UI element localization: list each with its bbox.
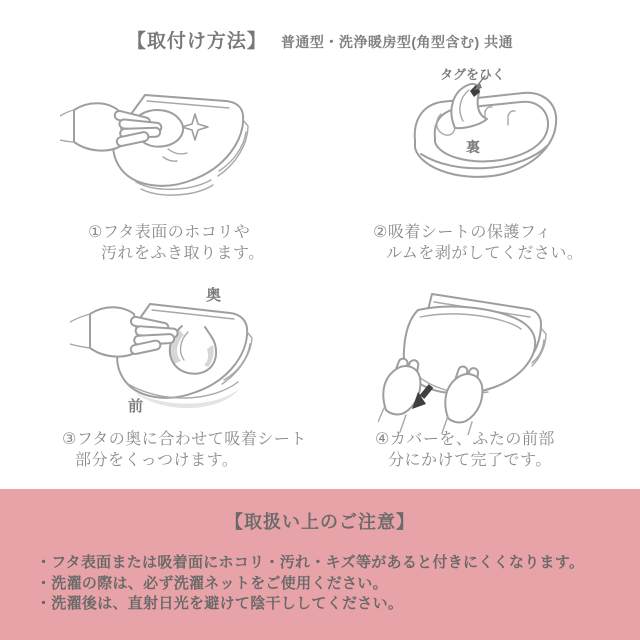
front-label: 前 bbox=[128, 398, 144, 415]
step3-caption-line2: 部分をくっつけます。 bbox=[75, 452, 239, 469]
step3-illustration bbox=[70, 280, 305, 430]
step1-caption-line2: 汚れをふき取ります。 bbox=[101, 245, 265, 262]
rear-label: 奥 bbox=[206, 287, 222, 304]
step4-caption-line2: 分にかけて完了です。 bbox=[388, 452, 552, 469]
peel-film-drawing bbox=[405, 58, 615, 218]
notice-heading: 【取扱い上のご注意】 bbox=[225, 512, 415, 532]
back-side-label: 裏 bbox=[466, 139, 480, 155]
toilet-lid-icon bbox=[113, 95, 248, 195]
page-subtitle: 普通型・洗浄暖房型(角型含む) 共通 bbox=[280, 34, 514, 50]
step4-caption-line1: ④カバーを、ふたの前部 bbox=[375, 431, 555, 448]
wipe-lid-drawing bbox=[60, 70, 310, 220]
step1-caption-line1: ①フタ表面のホコリや bbox=[88, 224, 251, 241]
notice-item: ・洗濯の際は、必ず洗濯ネットをご使用ください。 bbox=[36, 574, 388, 592]
hand-left-icon bbox=[378, 357, 420, 432]
hook-cover-drawing bbox=[378, 280, 618, 435]
notice-list bbox=[36, 553, 584, 615]
notice-item: ・フタ表面または吸着面にホコリ・汚れ・キズ等があると付きにくくなります。 bbox=[36, 554, 585, 571]
step2-caption-line1: ②吸着シートの保護フィ bbox=[373, 224, 552, 241]
header-row bbox=[0, 26, 640, 60]
attach-sheet-drawing bbox=[70, 280, 305, 430]
notice-item: ・洗濯後は、直射日光を避けて陰干ししてください。 bbox=[36, 595, 404, 612]
step1-caption bbox=[88, 222, 265, 264]
step1-illustration bbox=[60, 70, 310, 220]
step3-caption-line1: ③フタの奥に合わせて吸着シート bbox=[62, 431, 307, 448]
toilet-lid-back-icon bbox=[415, 93, 556, 177]
step3-caption bbox=[62, 429, 307, 471]
step4-illustration bbox=[378, 280, 618, 435]
tag-pull-label: タグをひく bbox=[440, 67, 506, 82]
page-title: 【取付け方法】 bbox=[126, 31, 267, 52]
step2-illustration bbox=[405, 58, 615, 218]
step4-caption bbox=[375, 429, 555, 471]
step2-caption-line2: ルムを剥がしてください。 bbox=[386, 245, 584, 262]
notice-section bbox=[0, 489, 640, 640]
step2-caption bbox=[373, 222, 583, 264]
